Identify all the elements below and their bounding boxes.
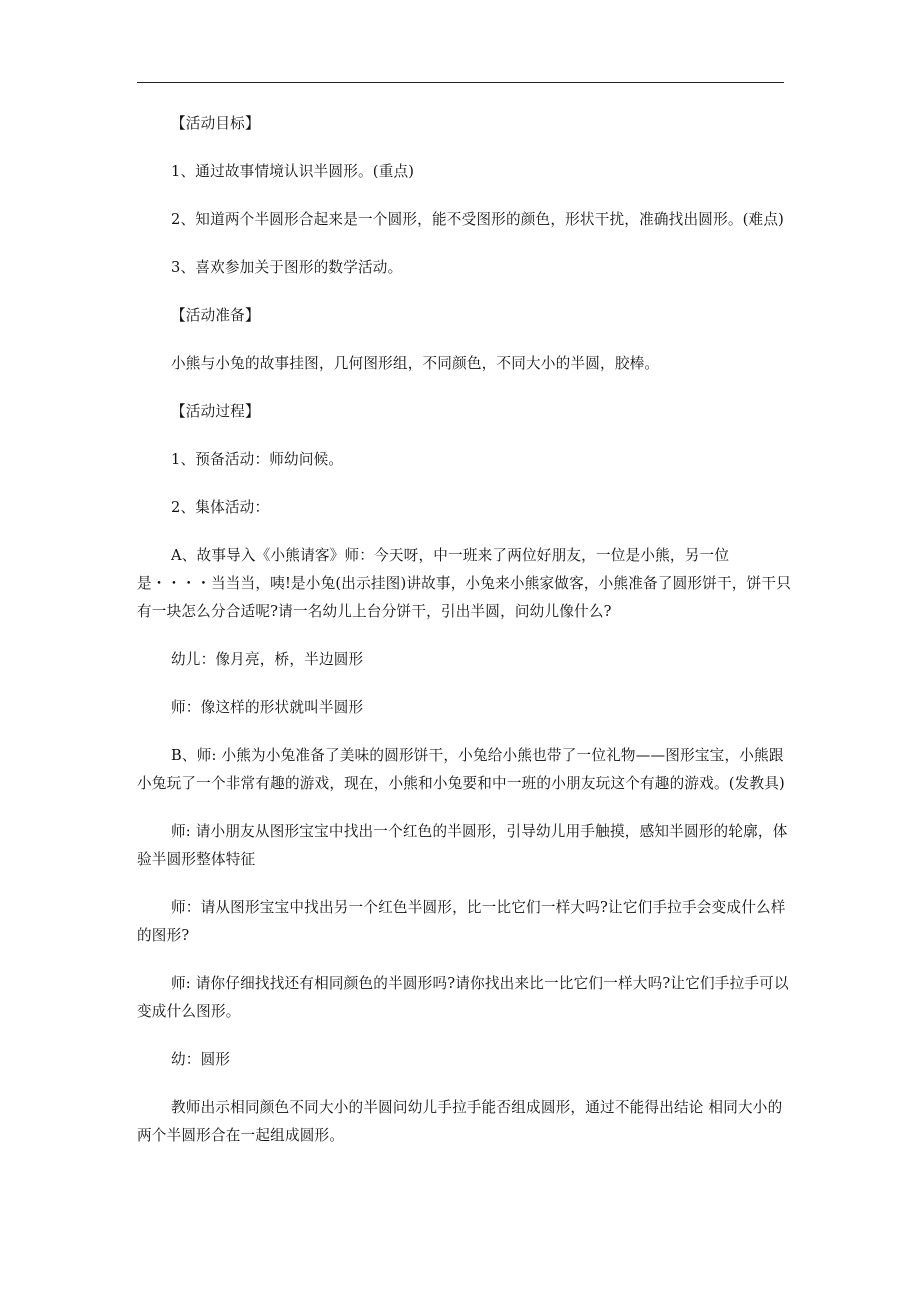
prep-materials: 小熊与小兔的故事挂图，几何图形组，不同颜色，不同大小的半圆，胶棒。 [171, 355, 660, 372]
goal-item-3: 3、喜欢参加关于图形的数学活动。 [171, 259, 403, 276]
child-reply-1: 幼儿：像月亮，桥，半边圆形 [171, 651, 364, 668]
process-heading: 【活动过程】 [171, 403, 260, 420]
teacher-line-2: 师: 请小朋友从图形宝宝中找出一个红色的半圆形，引导幼儿用手触摸，感知半圆形的轮廓，体验半圆形整体特征 [137, 823, 788, 868]
process-part-a: A、故事导入《小熊请客》师：今天呀，中一班来了两位好朋友，一位是小熊，另一位是・・・・当当当，咦!是小兔(出示挂图)讲故事，小兔来小熊家做客，小熊准备了圆形饼干，饼干只有一块怎么分合适呢?请一名幼儿上台分饼干，引出半圆，问幼儿像什么? [137, 547, 791, 620]
goal-heading: 【活动目标】 [171, 115, 260, 132]
header-rule [137, 82, 784, 83]
teacher-line-1: 师：像这样的形状就叫半圆形 [171, 699, 364, 716]
teacher-line-5: 教师出示相同颜色不同大小的半圆问幼儿手拉手能否组成圆形，通过不能得出结论 相同大小的两个半圆形合在一起组成圆形。 [137, 1099, 783, 1144]
process-step-1: 1、预备活动：师幼问候。 [171, 451, 344, 468]
teacher-line-4: 师: 请你仔细找找还有相同颜色的半圆形吗?请你找出来比一比它们一样大吗?让它们手拉手可以变成什么图形。 [137, 975, 789, 1020]
child-reply-2: 幼：圆形 [171, 1051, 231, 1068]
teacher-line-3: 师：请从图形宝宝中找出另一个红色半圆形，比一比它们一样大吗?让它们手拉手会变成什么样的图形? [137, 899, 786, 944]
process-step-2: 2、集体活动： [171, 499, 270, 516]
goal-item-2: 2、知道两个半圆形合起来是一个圆形，能不受图形的颜色，形状干扰，准确找出圆形。(难点) [171, 211, 785, 228]
document-body [137, 110, 792, 1170]
prep-heading: 【活动准备】 [171, 307, 260, 324]
goal-item-1: 1、通过故事情境认识半圆形。(重点) [171, 163, 415, 180]
process-part-b: B、师: 小熊为小兔准备了美味的圆形饼干，小兔给小熊也带了一位礼物——图形宝宝，小熊跟小兔玩了一个非常有趣的游戏，现在，小熊和小兔要和中一班的小朋友玩这个有趣的游戏。(发教具) [137, 747, 785, 792]
